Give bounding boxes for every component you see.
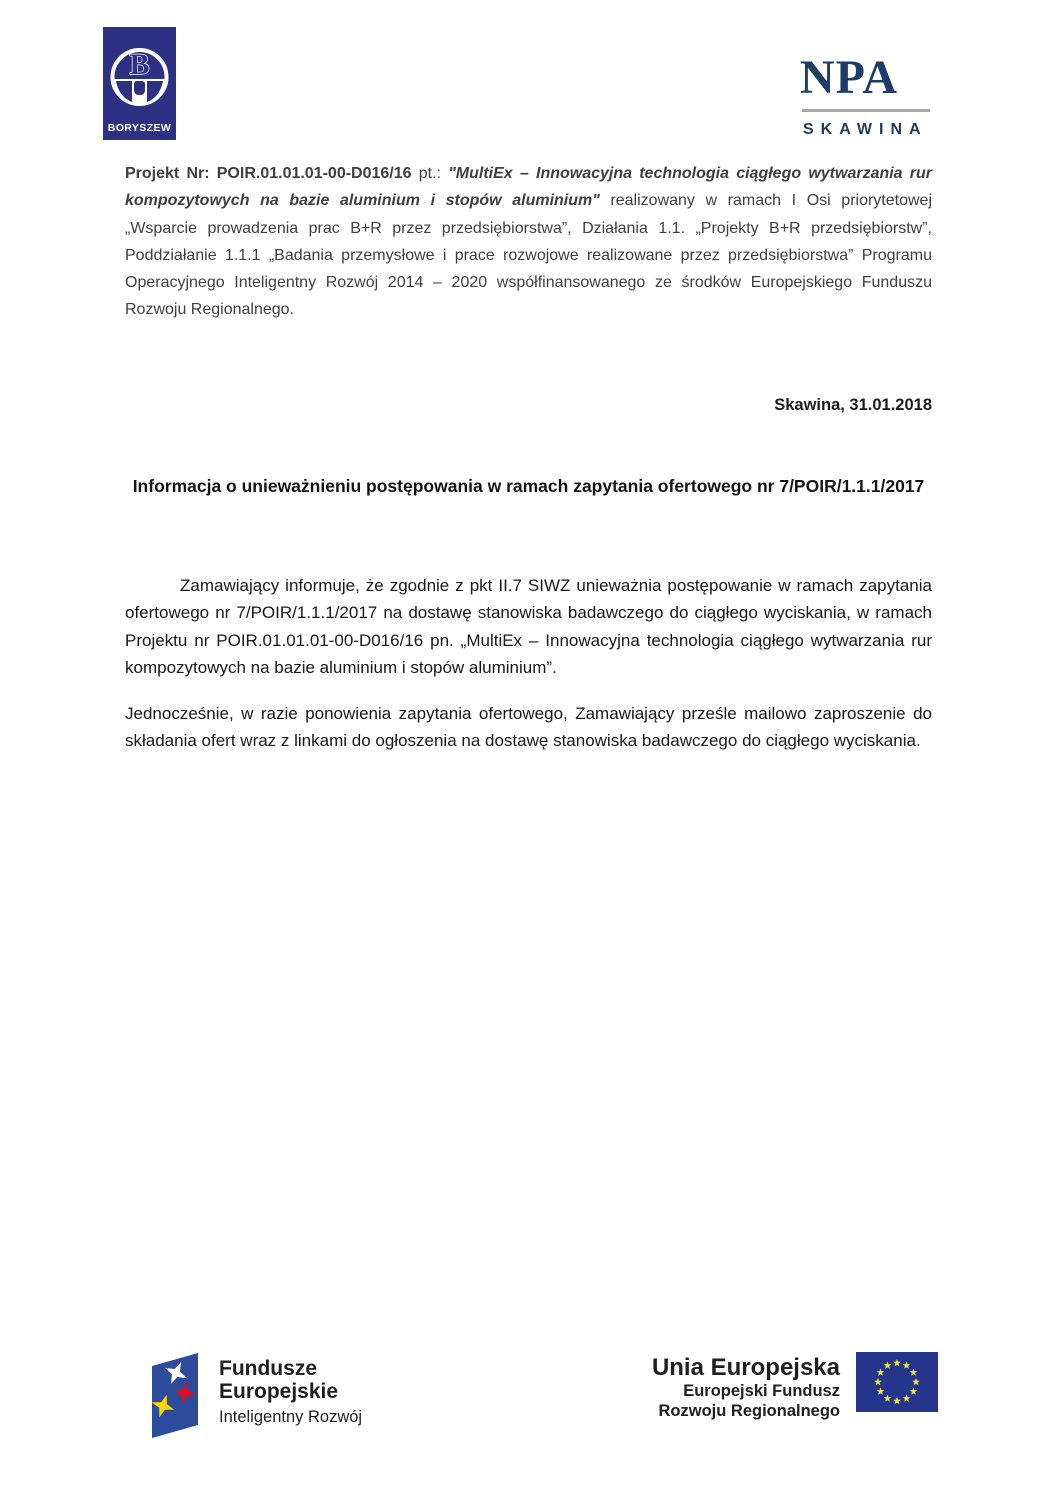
fundusze-line2: Europejskie [219,1380,339,1403]
unia-europejska-logo [600,1352,938,1421]
unia-line1: Unia Europejska [651,1354,840,1381]
unia-text-block [652,1352,840,1421]
body-paragraph-2: Jednocześnie, w razie ponowienia zapytania ofertowego, Zamawiający prześle mailowo zaproszenie do składania ofert wraz z linkami do ogłoszenia na dostawę stanowiska badawczego do ciągłego wyciskania. [125,704,932,751]
document-heading: Informacja o unieważnieniu postępowania w ramach zapytania ofertowego nr 7/POIR/1.1.1/2017 [132,476,925,496]
unia-line3: Rozwoju Regionalnego [658,1402,840,1420]
fundusze-line3: Inteligentny Rozwój [219,1408,363,1426]
project-title: "MultiEx – Innowacyjna technologia ciągłego wytwarzania rur kompozytowych na bazie aluminium i stopów aluminium" [125,165,933,210]
unia-line2: Europejski Fundusz [683,1382,840,1400]
boryszew-emblem-letter: B [129,48,150,81]
fundusze-flag-icon [146,1351,204,1439]
boryszew-logo-icon [103,27,176,140]
fundusze-line1: Fundusze [219,1357,317,1380]
project-number: Projekt Nr: POIR.01.01.01-00-D016/16 [125,165,412,182]
project-intro-paragraph [125,160,932,324]
npa-subtitle: SKAWINA [803,121,928,138]
intro-description: realizowany w ramach I Osi priorytetowej „Wsparcie prowadzenia prac B+R przez przedsiębiorstwa”, Działania 1.1. „Projekty B+R przedsiębiorstw”, Poddziałanie 1.1.1 „Badania przemysłowe i prace rozwojowe realizowane przez przedsiębiorstwa” Programu Operacyjnego Inteligentny Rozwój 2014 – 2020 współfinansowanego ze środków Europejskiego Funduszu Rozwoju Regionalnego. [125,192,932,319]
body-paragraph-1: Zamawiający informuje, że zgodnie z pkt II.7 SIWZ unieważnia postępowanie w ramach zapytania ofertowego nr 7/POIR/1.1.1/2017 na dostawę stanowiska badawczego do ciągłego wyciskania, w ramach Projektu nr POIR.01.01.01-00-D016/16 pn. „MultiEx – Innowacyjna technologia ciągłego wytwarzania rur kompozytowych na bazie aluminium i stopów aluminium”. [125,576,932,677]
place-date-line: Skawina, 31.01.2018 [774,396,932,414]
fundusze-europejskie-logo [146,1351,362,1439]
boryszew-wordmark: BORYSZEW [107,122,172,134]
npa-skawina-logo [800,51,935,139]
npa-wordmark: NPA [800,51,899,104]
npa-divider [802,109,930,112]
boryszew-logo [103,27,176,140]
eu-flag-icon [856,1352,938,1412]
intro-separator: pt.: [411,165,449,182]
fundusze-text-block [219,1351,362,1427]
bull-head-icon [134,81,145,95]
